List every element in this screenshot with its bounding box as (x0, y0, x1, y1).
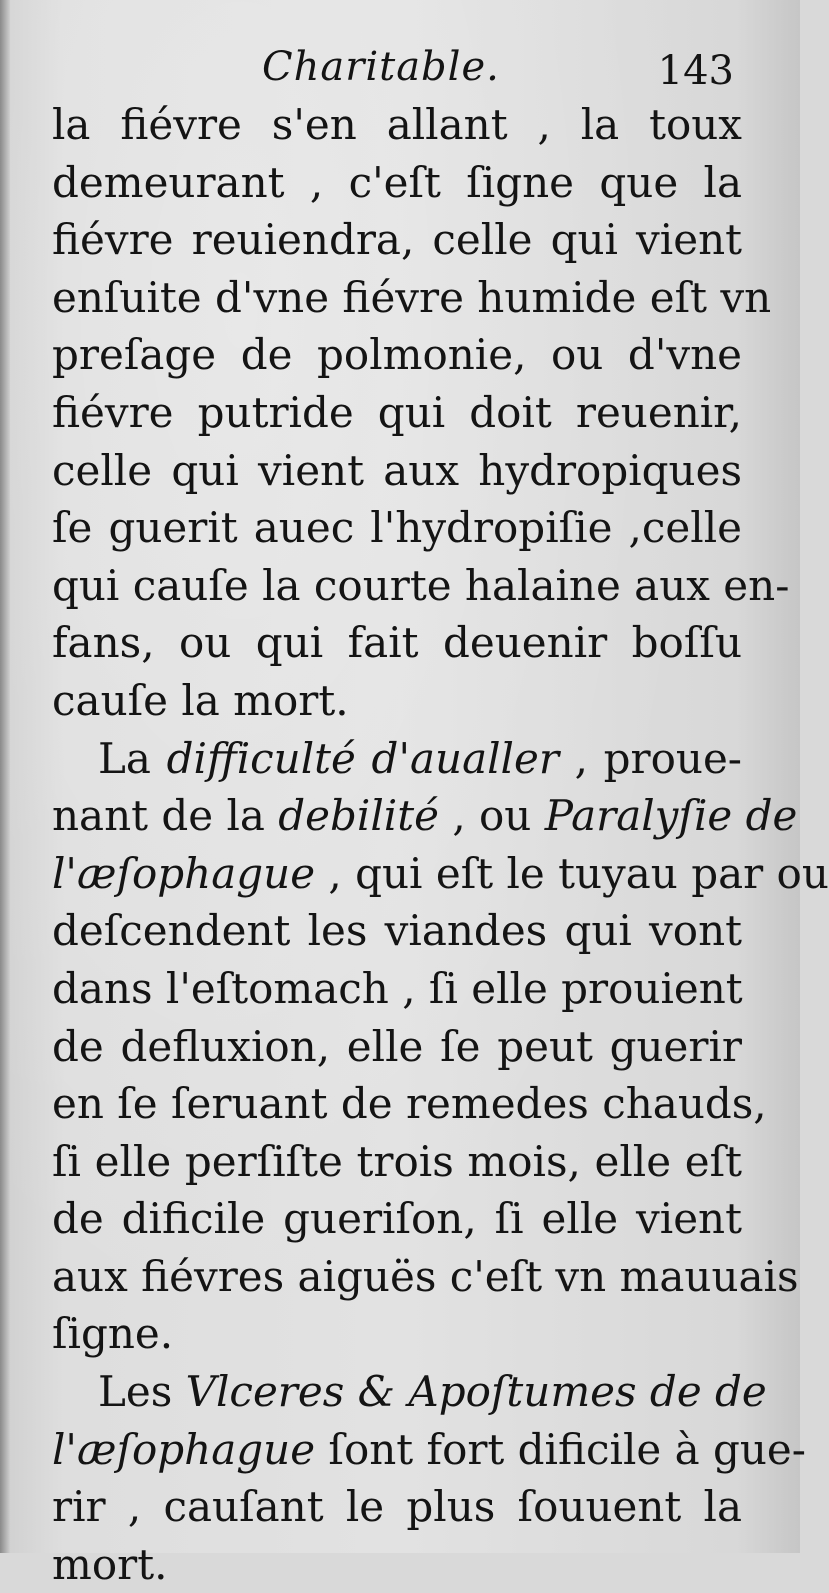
text-line: mort. (52, 1539, 168, 1589)
text-line (52, 845, 829, 903)
text-run: ſont fort dificile à gue- (315, 1424, 806, 1474)
text-line: enſuite d'vne fiévre humide eſt vn (52, 272, 772, 322)
page-number: 143 (657, 48, 734, 94)
text-line: de dificile gueriſon, ſi elle vient (52, 1194, 742, 1244)
text-line: ſe guerit auec l'hydropiſie ,celle (52, 503, 742, 553)
text-line (52, 730, 742, 788)
text-run: , qui eſt le tuyau par ou (315, 848, 829, 898)
running-head (0, 44, 800, 94)
text-line (52, 787, 798, 845)
text-line: ſi elle perſiſte trois mois, elle eſt (52, 1136, 742, 1186)
text-line: de defluxion, elle ſe peut guerir (52, 1021, 742, 1071)
text-run: La (98, 733, 167, 783)
italic-term: debilité (278, 791, 439, 841)
text-line: fiévre putride qui doit reuenir, (52, 387, 742, 437)
text-line (52, 1421, 806, 1479)
text-line: deſcendent les viandes qui vont (52, 906, 742, 956)
italic-term: Vlceres & Apoſtumes de de (185, 1367, 767, 1417)
page-binding-edge (0, 0, 10, 1553)
body-text (52, 96, 829, 1593)
text-line: qui cauſe la courte halaine aux en- (52, 560, 790, 610)
text-line: fiévre reuiendra, celle qui vient (52, 215, 742, 265)
text-line: preſage de polmonie, ou d'vne (52, 330, 742, 380)
text-line: aux fiévres aiguës c'eſt vn mauuais (52, 1251, 799, 1301)
text-line: celle qui vient aux hydropiques (52, 445, 742, 495)
text-line: cauſe la mort. (52, 675, 349, 725)
running-title: Charitable. (262, 44, 500, 90)
italic-term: l'æſophague (52, 1424, 316, 1474)
text-line: la fiévre s'en allant , la toux (52, 100, 742, 149)
italic-term: l'æſophague (52, 848, 316, 898)
text-line: fans, ou qui fait deuenir boſſu (52, 618, 742, 668)
text-line (52, 1363, 767, 1421)
text-line: demeurant , c'eſt ſigne que la (52, 157, 742, 207)
text-run: Les (98, 1367, 186, 1417)
text-line: en ſe ſeruant de remedes chauds, (52, 1079, 767, 1129)
text-line: ſigne. (52, 1309, 174, 1359)
text-run: , ou (438, 791, 545, 841)
text-line: dans l'eſtomach , ſi elle prouient (52, 963, 743, 1013)
text-line: rir , cauſant le plus ſouuent la (52, 1482, 742, 1532)
italic-term: difficulté d'aualler (166, 733, 559, 783)
italic-term: Paralyſie de (544, 791, 798, 841)
text-run: nant de la (52, 791, 279, 841)
text-run: , proue- (558, 733, 742, 783)
